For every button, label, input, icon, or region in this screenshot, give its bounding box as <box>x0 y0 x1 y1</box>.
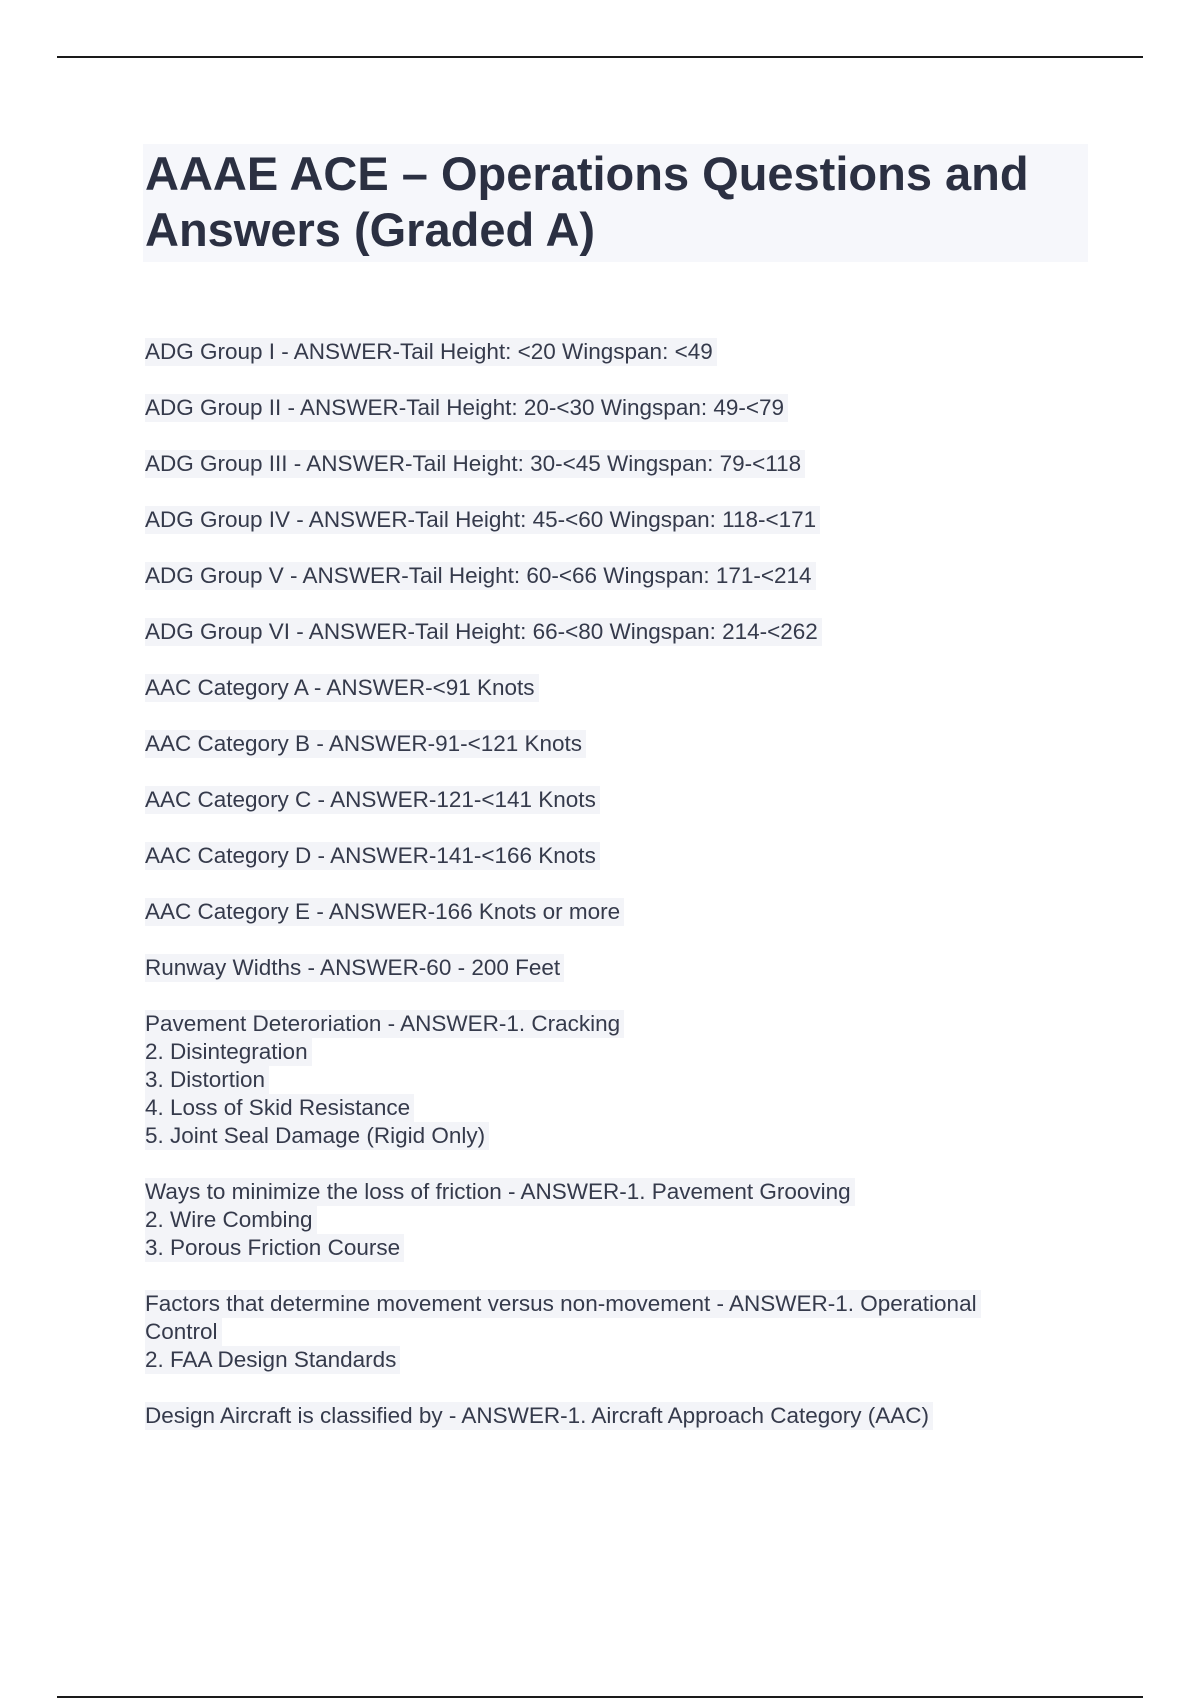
qa-line: ADG Group V - ANSWER-Tail Height: 60-<66 Wingspan: 171-<214 <box>145 562 816 590</box>
qa-item <box>145 450 1090 478</box>
page-title: AAAE ACE – Operations Questions and Answers (Graded A) <box>145 147 1029 256</box>
qa-line: AAC Category C - ANSWER-121-<141 Knots <box>145 786 600 814</box>
qa-line: Runway Widths - ANSWER-60 - 200 Feet <box>145 954 564 982</box>
qa-line: ADG Group I - ANSWER-Tail Height: <20 Wingspan: <49 <box>145 338 717 366</box>
qa-item <box>145 338 1090 366</box>
qa-line: 2. Disintegration <box>145 1038 312 1066</box>
qa-item <box>145 1402 1090 1430</box>
qa-line: AAC Category B - ANSWER-91-<121 Knots <box>145 730 586 758</box>
qa-line: 3. Distortion <box>145 1066 269 1094</box>
qa-item <box>145 618 1090 646</box>
qa-line: ADG Group III - ANSWER-Tail Height: 30-<45 Wingspan: 79-<118 <box>145 450 805 478</box>
qa-line: Control <box>145 1318 222 1346</box>
qa-item <box>145 898 1090 926</box>
qa-item <box>145 1178 1090 1262</box>
qa-line: Pavement Deteroriation - ANSWER-1. Cracking <box>145 1010 624 1038</box>
qa-list <box>145 338 1090 1458</box>
qa-line: Ways to minimize the loss of friction - ANSWER-1. Pavement Grooving <box>145 1178 855 1206</box>
qa-line: 4. Loss of Skid Resistance <box>145 1094 414 1122</box>
footer-rule <box>57 1696 1143 1698</box>
qa-line: AAC Category E - ANSWER-166 Knots or more <box>145 898 624 926</box>
qa-line: ADG Group II - ANSWER-Tail Height: 20-<30 Wingspan: 49-<79 <box>145 394 788 422</box>
qa-item <box>145 730 1090 758</box>
qa-line: Factors that determine movement versus non-movement - ANSWER-1. Operational <box>145 1290 981 1318</box>
qa-item <box>145 1290 1090 1374</box>
qa-item <box>145 786 1090 814</box>
qa-line: AAC Category D - ANSWER-141-<166 Knots <box>145 842 600 870</box>
qa-item <box>145 674 1090 702</box>
qa-line: ADG Group VI - ANSWER-Tail Height: 66-<80 Wingspan: 214-<262 <box>145 618 822 646</box>
qa-line: ADG Group IV - ANSWER-Tail Height: 45-<60 Wingspan: 118-<171 <box>145 506 820 534</box>
qa-line: 3. Porous Friction Course <box>145 1234 404 1262</box>
qa-item <box>145 506 1090 534</box>
qa-item <box>145 394 1090 422</box>
header-rule <box>57 56 1143 58</box>
qa-line: 5. Joint Seal Damage (Rigid Only) <box>145 1122 489 1150</box>
qa-item <box>145 1010 1090 1150</box>
qa-line: Design Aircraft is classified by - ANSWER-1. Aircraft Approach Category (AAC) <box>145 1402 933 1430</box>
qa-line: 2. Wire Combing <box>145 1206 317 1234</box>
qa-item <box>145 954 1090 982</box>
qa-line: 2. FAA Design Standards <box>145 1346 400 1374</box>
qa-item <box>145 562 1090 590</box>
qa-line: AAC Category A - ANSWER-<91 Knots <box>145 674 539 702</box>
qa-item <box>145 842 1090 870</box>
title-block <box>143 144 1088 262</box>
